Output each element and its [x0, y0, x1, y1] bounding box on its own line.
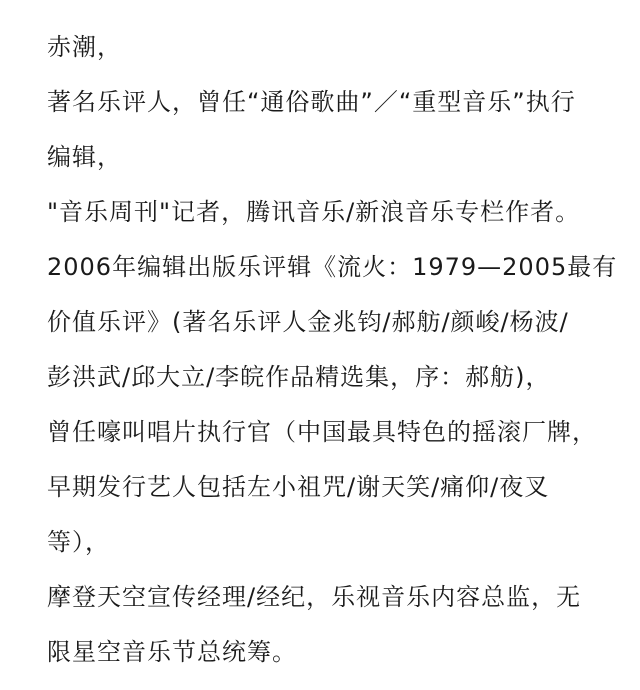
text-line-3: 编辑， [47, 143, 122, 171]
text-line-1: 赤潮， [47, 33, 122, 61]
text-line-4: "音乐周刊"记者，腾讯音乐/新浪音乐专栏作者。 [47, 198, 581, 226]
text-line-12: 限星空音乐节总统筹。 [47, 638, 297, 666]
text-line-7: 彭洪武/邱大立/李皖作品精选集，序：郝舫)， [47, 363, 551, 391]
text-line-5: 2006年编辑出版乐评辑《流火：1979—2005最有 [47, 253, 618, 281]
text-line-2: 著名乐评人，曾任“通俗歌曲”／“重型音乐”执行 [47, 88, 576, 116]
text-line-9: 早期发行艺人包括左小祖咒/谢天笑/痛仰/夜叉 [47, 473, 550, 501]
text-line-11: 摩登天空宣传经理/经纪，乐视音乐内容总监，无 [47, 583, 582, 611]
text-line-10: 等）， [47, 528, 110, 556]
biography-text [47, 20, 627, 680]
text-line-6: 价值乐评》(著名乐评人金兆钧/郝舫/颜峻/杨波/ [47, 308, 569, 336]
text-line-8: 曾任嚎叫唱片执行官（中国最具特色的摇滚厂牌， [47, 418, 597, 446]
